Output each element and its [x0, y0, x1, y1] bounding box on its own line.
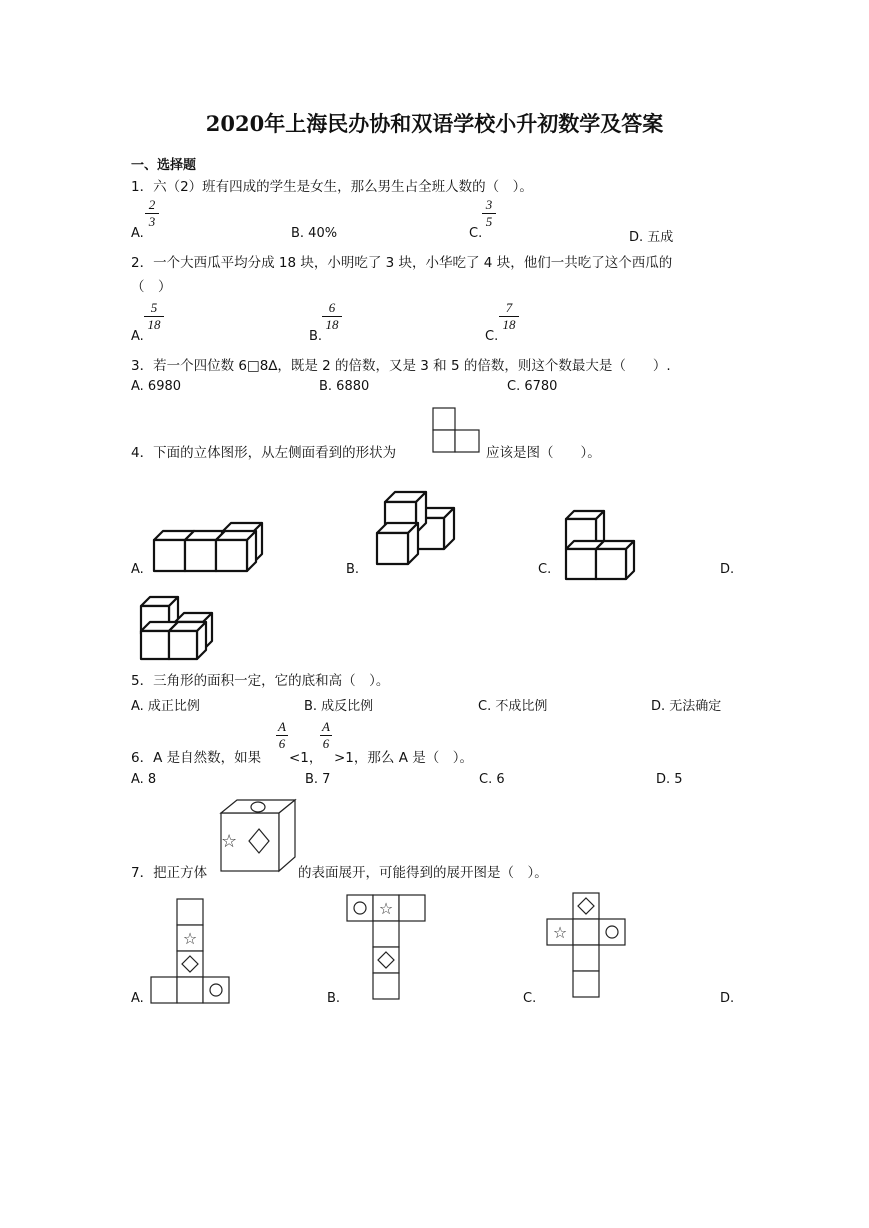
q6-option-c: C. 6 [479, 772, 505, 787]
fraction-denominator: 5 [485, 214, 493, 229]
question-2-text-cont: （ ） [131, 279, 172, 295]
fraction-numerator: 5 [150, 300, 158, 315]
fraction-denominator: 18 [325, 317, 339, 332]
q7-cube-figure [217, 797, 299, 877]
question-4-text: 4．下面的立体图形，从左侧面看到的形状为 [131, 445, 397, 461]
net-face [151, 977, 177, 1003]
fraction-denominator: 18 [147, 317, 161, 332]
net-face [599, 919, 625, 945]
net-face [347, 895, 373, 921]
q3-option-c: C. 6780 [507, 379, 558, 394]
fraction-numerator: A [278, 719, 286, 734]
q2-option-c-label: C. [485, 329, 499, 344]
question-3-text: 3．若一个四位数 6□8∆，既是 2 的倍数，又是 3 和 5 的倍数，则这个数最大是（ ）. [131, 358, 671, 374]
fraction-numerator: 6 [328, 300, 336, 315]
star-icon: ☆ [552, 923, 568, 942]
q1-option-d: D. 五成 [629, 230, 674, 245]
q6-fraction-2 [320, 720, 332, 751]
net-face [573, 945, 599, 971]
net-face [373, 947, 399, 973]
q1-option-a-fraction [145, 198, 159, 229]
q7-net-b [346, 894, 428, 1000]
fraction-numerator: A [322, 719, 330, 734]
question-4-text-after: 应该是图（ ）。 [486, 445, 601, 461]
net-face [177, 951, 203, 977]
q1-option-c-fraction [482, 198, 496, 229]
q2-option-a-fraction [144, 301, 164, 332]
fraction-denominator: 6 [278, 736, 286, 751]
q1-option-a-label: A. [131, 226, 144, 241]
q6-less-than-one: <1， [289, 750, 323, 766]
net-face [399, 895, 425, 921]
q6-option-b: B. 7 [305, 772, 331, 787]
q7-option-a: A. [131, 991, 144, 1006]
q3-option-b: B. 6880 [319, 379, 370, 394]
star-icon: ☆ [221, 831, 238, 852]
net-face [373, 973, 399, 999]
question-1-text: 1．六（2）班有四成的学生是女生，那么男生占全班人数的（ ）。 [131, 179, 533, 195]
fraction-numerator: 2 [148, 197, 156, 212]
question-7-text: 7．把正方体 [131, 865, 208, 881]
net-face [373, 921, 399, 947]
fraction-numerator: 7 [505, 300, 513, 315]
q4-option-b: B. [346, 562, 360, 577]
fraction-denominator: 3 [148, 214, 156, 229]
q4-option-c: C. [538, 562, 552, 577]
q2-option-c-fraction [499, 301, 519, 332]
q7-net-a [150, 898, 232, 1004]
question-7-text-after: 的表面展开，可能得到的展开图是（ ）。 [298, 865, 548, 881]
q7-option-d: D. [720, 991, 735, 1006]
page-title: 2020年上海民办协和双语学校小升初数学及答案 [205, 111, 664, 136]
net-face [177, 977, 203, 1003]
q5-option-a: A. 成正比例 [131, 699, 200, 714]
cube [169, 622, 206, 659]
q4-figure-c [562, 506, 637, 571]
q3-option-a: A. 6980 [131, 379, 182, 394]
q5-option-b: B. 成反比例 [304, 699, 374, 714]
q6-option-d: D. 5 [656, 772, 683, 787]
net-face [203, 977, 229, 1003]
question-5-text: 5．三角形的面积一定，它的底和高（ ）。 [131, 673, 390, 689]
q4-figure-b [373, 490, 458, 570]
q1-option-c-label: C. [469, 226, 483, 241]
net-face [573, 893, 599, 919]
q7-net-c [546, 892, 628, 998]
net-face [373, 895, 399, 921]
net-face [547, 919, 573, 945]
cube [596, 541, 634, 579]
q7-option-b: B. [327, 991, 341, 1006]
q6-fraction-1 [276, 720, 288, 751]
q5-option-d: D. 无法确定 [651, 699, 722, 714]
net-face [177, 899, 203, 925]
net-face [573, 919, 599, 945]
q4-left-view-figure [432, 407, 482, 453]
section-heading: 一、选择题 [131, 158, 197, 173]
q2-option-b-fraction [322, 301, 342, 332]
q2-option-a-label: A. [131, 329, 144, 344]
q4-figure-a [150, 518, 270, 573]
fraction-denominator: 6 [322, 736, 330, 751]
cube [377, 523, 418, 564]
question-2-text: 2．一个大西瓜平均分成 18 块，小明吃了 3 块，小华吃了 4 块，他们一共吃了这个西瓜的 [131, 255, 673, 271]
net-face [573, 971, 599, 997]
star-icon: ☆ [378, 899, 394, 918]
q4-option-d: D. [720, 562, 735, 577]
fraction-denominator: 18 [502, 317, 516, 332]
q7-option-c: C. [523, 991, 537, 1006]
net-face [177, 925, 203, 951]
cube [216, 531, 256, 571]
q6-option-a: A. 8 [131, 772, 157, 787]
q4-figure-d [137, 594, 217, 656]
fraction-numerator: 3 [485, 197, 493, 212]
star-icon: ☆ [182, 929, 198, 948]
question-6-text: 6．A 是自然数，如果 [131, 750, 262, 766]
q1-option-b: B. 40% [291, 226, 338, 241]
q4-option-a: A. [131, 562, 144, 577]
q2-option-b-label: B. [309, 329, 323, 344]
q6-greater-than-one: >1，那么 A 是（ ）。 [334, 750, 473, 766]
q5-option-c: C. 不成比例 [478, 699, 548, 714]
